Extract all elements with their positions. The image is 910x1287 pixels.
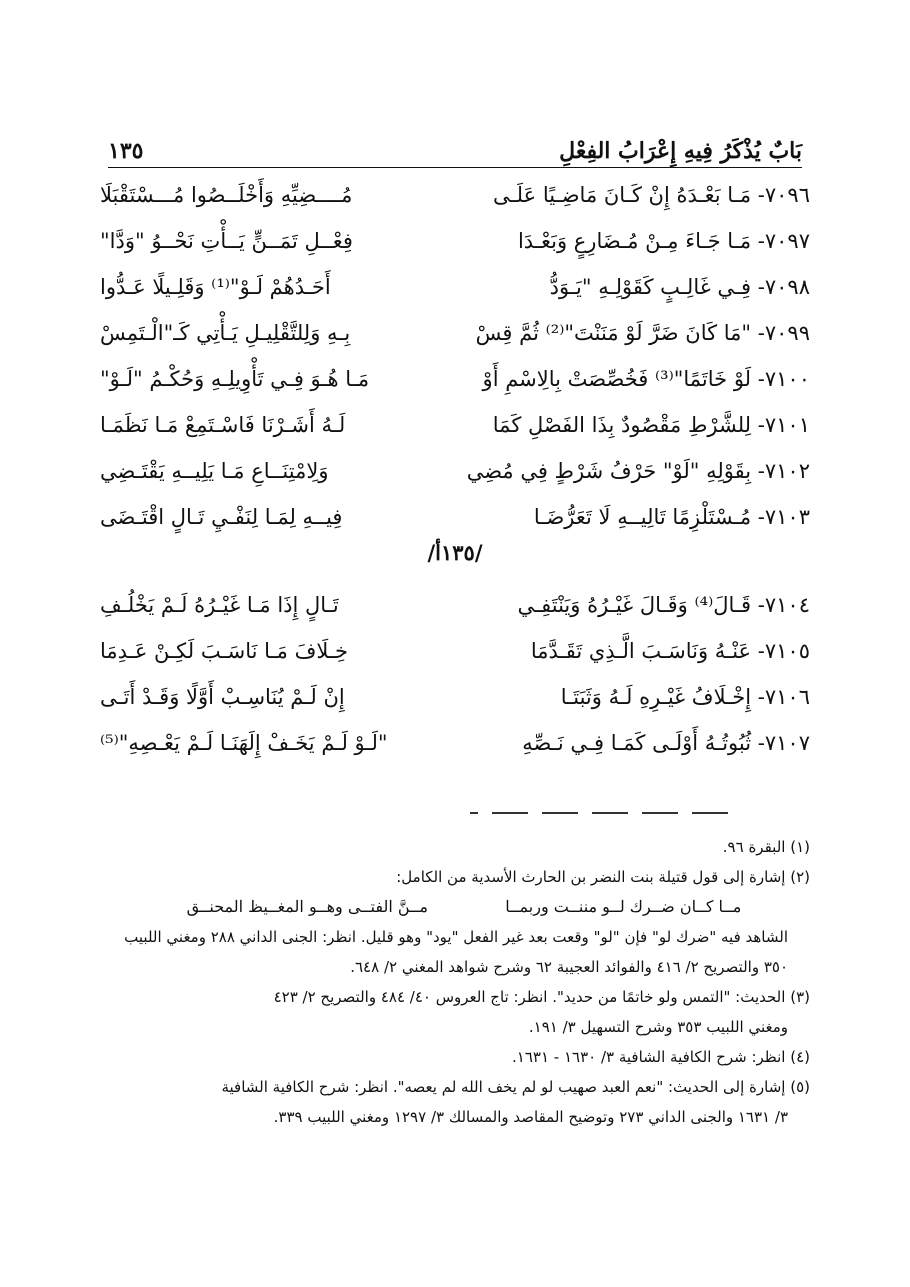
page-number: ١٣٥ [108, 138, 144, 164]
verse-first-hemistich: إِخْـلَافُ غَيْـرِهِ لَـهُ وَثَبَتَـا [560, 685, 752, 709]
verse-first-hemistich: لِلشَّرْطِ مَقْصُودٌ بِذَا الفَصْلِ كَمَا [492, 413, 752, 437]
verse-block-2 [100, 582, 810, 766]
verse-line [100, 674, 810, 720]
footnote-text: الحديث: "التمس ولو خاتمًا من حديد". انظر: تاج العروس ٤٠/ ٤٨٤ والتصريح ٢/ ٤٢٣ [273, 988, 786, 1006]
footnote-label: (٢) [790, 868, 810, 886]
verse-number: ٧٠٩٦- [757, 183, 810, 207]
verse-line [100, 356, 810, 402]
verse-number: ٧١٠٣- [757, 505, 810, 529]
verse-second-hemistich: وَلِامْتِنَــاعِ مَـا يَلِيــهِ يَقْتَـضِي [100, 459, 329, 483]
verse-first-hemistich: مَـا بَعْـدَهُ إِنْ كَـانَ مَاضِـيًا عَلَـى [493, 183, 752, 207]
footnote-text-continued: ومغني اللبيب ٣٥٣ وشرح التسهيل ٣/ ١٩١. [528, 1018, 788, 1036]
footnote-continuation [108, 922, 810, 982]
verse-first-hemistich: مُـسْتَلْزِمًا تَالِيــهِ لَا تَعَرُّضَـا [533, 505, 752, 529]
verse-line [100, 402, 810, 448]
footnote [108, 982, 810, 1042]
verse-second-hemistich: فِيــهِ لِمَـا لِنَفْـيِ تَـالٍ اقْتَـضَى [100, 505, 343, 529]
footnote-verse-first-hemistich: مــا كــان ضــرك لــو مننــت وربمــا [505, 897, 742, 916]
verse-line [100, 448, 810, 494]
verse-line [100, 310, 810, 356]
verse-second-hemistich: بِـهِ وَلِلتَّقْلِيـلِ يَـأْتِي كَـ"الْـتَمِسْ [100, 321, 351, 345]
footnote [108, 1072, 810, 1132]
footnote-label: (١) [790, 838, 810, 856]
verse-first-hemistich: مَـا جَـاءَ مِـنْ مُـضَارِعٍ وَبَعْـدَا [517, 229, 752, 253]
verse-line [100, 720, 810, 766]
manuscript-folio-marker: /١٣٥أ/ [427, 540, 483, 565]
chapter-title: بَابٌ يُذْكَرُ فِيهِ إِعْرَابُ الفِعْلِ [559, 138, 802, 164]
verse-line [100, 264, 810, 310]
verse-first-hemistich: فِـي غَالِـبٍ كَقَوْلِـهِ "يَـوَدُّ [549, 275, 752, 299]
footnote-text: البقرة ٩٦. [722, 838, 786, 856]
footnote-label: (٣) [790, 988, 810, 1006]
footnote-text: إشارة إلى قول قتيلة بنت النضر بن الحارث الأسدية من الكامل: [396, 868, 786, 886]
verse-number: ٧١٠٦- [757, 685, 810, 709]
verse-number: ٧١٠٤- [757, 593, 810, 617]
footnote-separator [470, 812, 728, 814]
header-rule [108, 167, 802, 168]
verse-first-hemistich: ثُبُوتُـهُ أَوْلَـى كَمَـا فِـي نَـصِّهِ [522, 731, 752, 755]
verse-number: ٧١٠١- [757, 413, 810, 437]
footnote-text: انظر: شرح الكافية الشافية ٣/ ١٦٣٠ - ١٦٣١. [512, 1048, 786, 1066]
verse-number: ٧١٠٢- [757, 459, 810, 483]
footnotes [108, 832, 810, 1132]
verse-second-hemistich: أَحَـدُهُمْ لَـوْ"⁽¹⁾ وَقَلِـيلًا عَـدُّوا [100, 275, 331, 299]
verse-number: ٧٠٩٩- [757, 321, 810, 345]
verse-first-hemistich: بِقَوْلِهِ "لَوْ" حَرْفُ شَرْطٍ فِي مُضِي [466, 459, 752, 483]
verse-second-hemistich: إِنْ لَـمْ يُنَاسِـبْ أَوَّلًا وَقَـدْ أَتَـى [100, 685, 345, 709]
verse-number: ٧١٠٠- [757, 367, 810, 391]
verse-number: ٧٠٩٧- [757, 229, 810, 253]
verse-second-hemistich: لَـهُ أَشَـرْنَا فَاسْـتَمِعْ مَـا نَظَمَـا [100, 413, 346, 437]
verse-line [100, 494, 810, 540]
verse-second-hemistich: فِعْــلِ تَمَــنٍّ يَــأْتِ نَحْــوُ "وَدَّا" [100, 229, 353, 253]
running-header [108, 128, 802, 164]
verse-second-hemistich: "لَـوْ لَـمْ يَخَـفْ إِلَهَنَـا لَـمْ يَعْـصِهِ"⁽⁵⁾ [100, 731, 388, 755]
verse-first-hemistich: قَـالَ⁽⁴⁾ وَقَـالَ غَيْـرُهُ وَيَنْتَفِـي [517, 593, 752, 617]
verse-block-1 [100, 172, 810, 540]
footnote-text-continued: ٣/ ١٦٣١ والجنى الداني ٢٧٣ وتوضيح المقاصد والمسالك ٣/ ١٢٩٧ ومغني اللبيب ٣٣٩. [273, 1108, 788, 1126]
verse-line [100, 218, 810, 264]
verse-number: ٧٠٩٨- [757, 275, 810, 299]
verse-first-hemistich: لَوْ خَاتَمًا"⁽³⁾ فَخُصِّصَتْ بِالِاسْمِ أَوْ [482, 367, 752, 391]
verse-second-hemistich: تَـالٍ إِذَا مَـا غَيْـرُهُ لَـمْ يَخْلُـفِ [100, 593, 339, 617]
footnote-text: الشاهد فيه "ضرك لو" فإن "لو" وقعت بعد غير الفعل "يود" وهو قليل. انظر: الجنى الداني ٢٨٨ ومغني اللبيب ٣٥٠ والتصريح ٢/ ٤١٦ والفوائد العجيبة ٦٢ وشرح شواهد المغني ٢/ ٦٤٨. [124, 928, 788, 976]
footnote-label: (٤) [790, 1048, 810, 1066]
verse-second-hemistich: خِـلَافَ مَـا نَاسَـبَ لَكِـنْ عَـدِمَا [100, 639, 349, 663]
verse-number: ٧١٠٧- [757, 731, 810, 755]
footnote-label: (٥) [790, 1078, 810, 1096]
footnote [108, 1042, 810, 1072]
footnote [108, 862, 810, 892]
footnote-verse-second-hemistich: مــنَّ الفتــى وهــو المغــيظ المحنــق [186, 897, 428, 916]
verse-number: ٧١٠٥- [757, 639, 810, 663]
verse-second-hemistich: مُــــضِيِّهِ وَأَخْلَــصُوا مُـــسْتَقْبَلَا [100, 183, 353, 207]
verse-first-hemistich: عَنْـهُ وَنَاسَـبَ الَّـذِي تَقَـدَّمَا [530, 639, 752, 663]
footnote-text: إشارة إلى الحديث: "نعم العبد صهيب لو لم يخف الله لم يعصه". انظر: شرح الكافية الشافية [221, 1078, 786, 1096]
verse-first-hemistich: "مَا كَانَ ضَرَّ لَوْ مَنَنْتَ"⁽²⁾ ثُمَّ قِسْ [475, 321, 752, 345]
verse-line [100, 172, 810, 218]
verse-line [100, 628, 810, 674]
footnote [108, 832, 810, 862]
footnote-verse [108, 892, 810, 922]
verse-second-hemistich: مَـا هُـوَ فِـي تَأْوِيلِـهِ وَحُكْـمُ "لَـوْ" [100, 367, 370, 391]
verse-line [100, 582, 810, 628]
